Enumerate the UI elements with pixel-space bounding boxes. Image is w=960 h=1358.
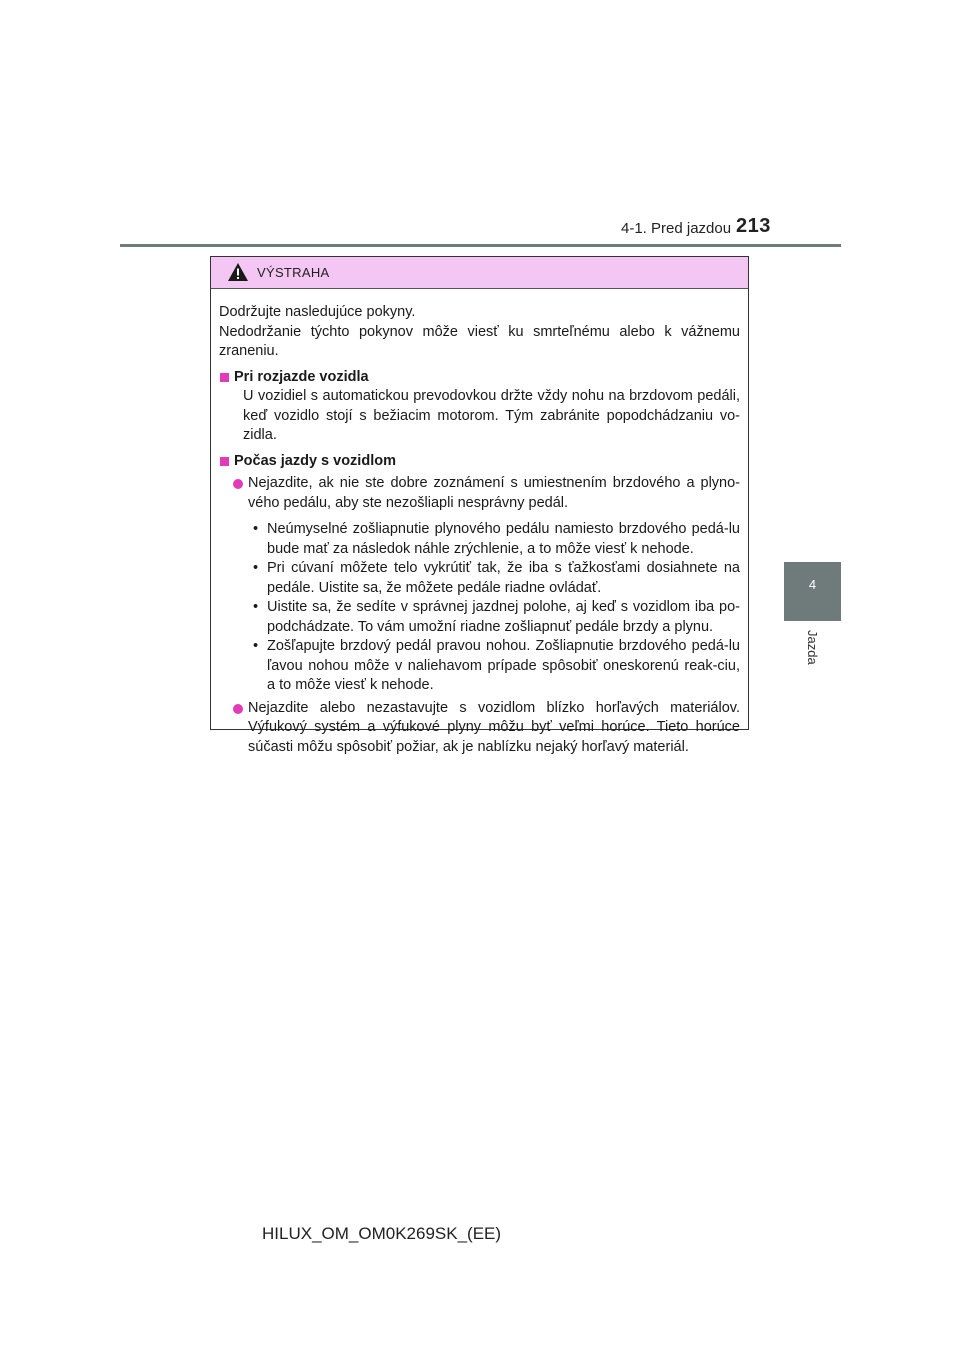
list-item [253, 559, 740, 598]
section-title: 4-1. Pred jazdou [621, 220, 732, 237]
dot-bullet-icon: • [253, 599, 259, 615]
section-heading-start [219, 368, 740, 388]
list-item-text: Pri cúvaní môžete telo vykrútiť tak, že iba s ťažkosťami dosiahnete na pedále. Uistite sa, že môžete pedále riadne ovládať. [267, 560, 740, 596]
list-item-text: Uistite sa, že sedíte v správnej jazdnej polohe, aj keď s vozidlom iba po-podchádzate. To vám umožní riadne zošliapnuť pedále brzdy a plynu. [267, 599, 740, 635]
list-item [253, 598, 740, 637]
section-text-start: U vozidiel s automatickou prevodovkou držte vždy nohu na brzdovom pedáli, keď vozidlo stojí s bežiacim motorom. Tým zabránite popodchádzaniu vo-zidla. [243, 388, 740, 443]
warning-header [211, 257, 748, 289]
dot-bullet-icon: • [253, 521, 259, 537]
list-item [253, 637, 740, 696]
dot-bullet-icon: • [253, 560, 259, 576]
warning-body [211, 289, 748, 757]
section-heading-text: Pri rozjazde vozidla [234, 368, 369, 385]
header-rule [120, 244, 841, 247]
list-item-text: Zošľapujte brzdový pedál pravou nohou. Zošliapnutie brzdového pedá-lu ľavou nohou môže v naliehavom prípade spôsobiť oneskorenú reak-ciu, a to môže viesť k nehode. [267, 638, 740, 693]
chapter-label: Jazda [805, 630, 820, 665]
square-bullet-icon [220, 373, 229, 382]
dot-bullet-icon: • [253, 638, 259, 654]
section-heading-text: Počas jazdy s vozidlom [234, 452, 396, 469]
document-id: HILUX_OM_OM0K269SK_(EE) [262, 1224, 502, 1243]
warning-intro-1: Dodržujte nasledujúce pokyny. [219, 304, 416, 320]
warning-intro-2: Nedodržanie týchto pokynov môže viesť ku smrteľnému alebo k vážnemu zraneniu. [219, 323, 740, 359]
bullet-item-flammable [219, 699, 740, 758]
chapter-tab: 4 [784, 562, 841, 621]
sub-list [219, 520, 740, 696]
warning-box [210, 256, 749, 755]
square-bullet-icon [220, 457, 229, 466]
bullet-item-pedals [219, 474, 740, 513]
page-number: 213 [736, 215, 771, 237]
warning-title: VÝSTRAHA [257, 265, 330, 280]
list-item [253, 520, 740, 559]
circle-bullet-icon [233, 704, 243, 714]
circle-bullet-icon [233, 479, 243, 489]
bullet-text: Nejazdite alebo nezastavujte s vozidlom blízko horľavých materiálov. Výfukový systém a výfukové plyny môžu byť veľmi horúce. Tieto horúce súčasti môžu spôsobiť požiar, ak je nablízku nejaký horľavý materiál. [248, 699, 740, 755]
warning-triangle-icon [227, 262, 249, 282]
bullet-text: Nejazdite, ak nie ste dobre zoznámení s umiestnením brzdového a plyno-vého pedálu, aby ste nezošliapli nesprávny pedál. [248, 475, 740, 511]
list-item-text: Neúmyselné zošliapnutie plynového pedálu namiesto brzdového pedá-lu bude mať za následok náhle zrýchlenie, a to môže viesť k nehode. [267, 521, 740, 557]
section-heading-driving [219, 452, 740, 472]
